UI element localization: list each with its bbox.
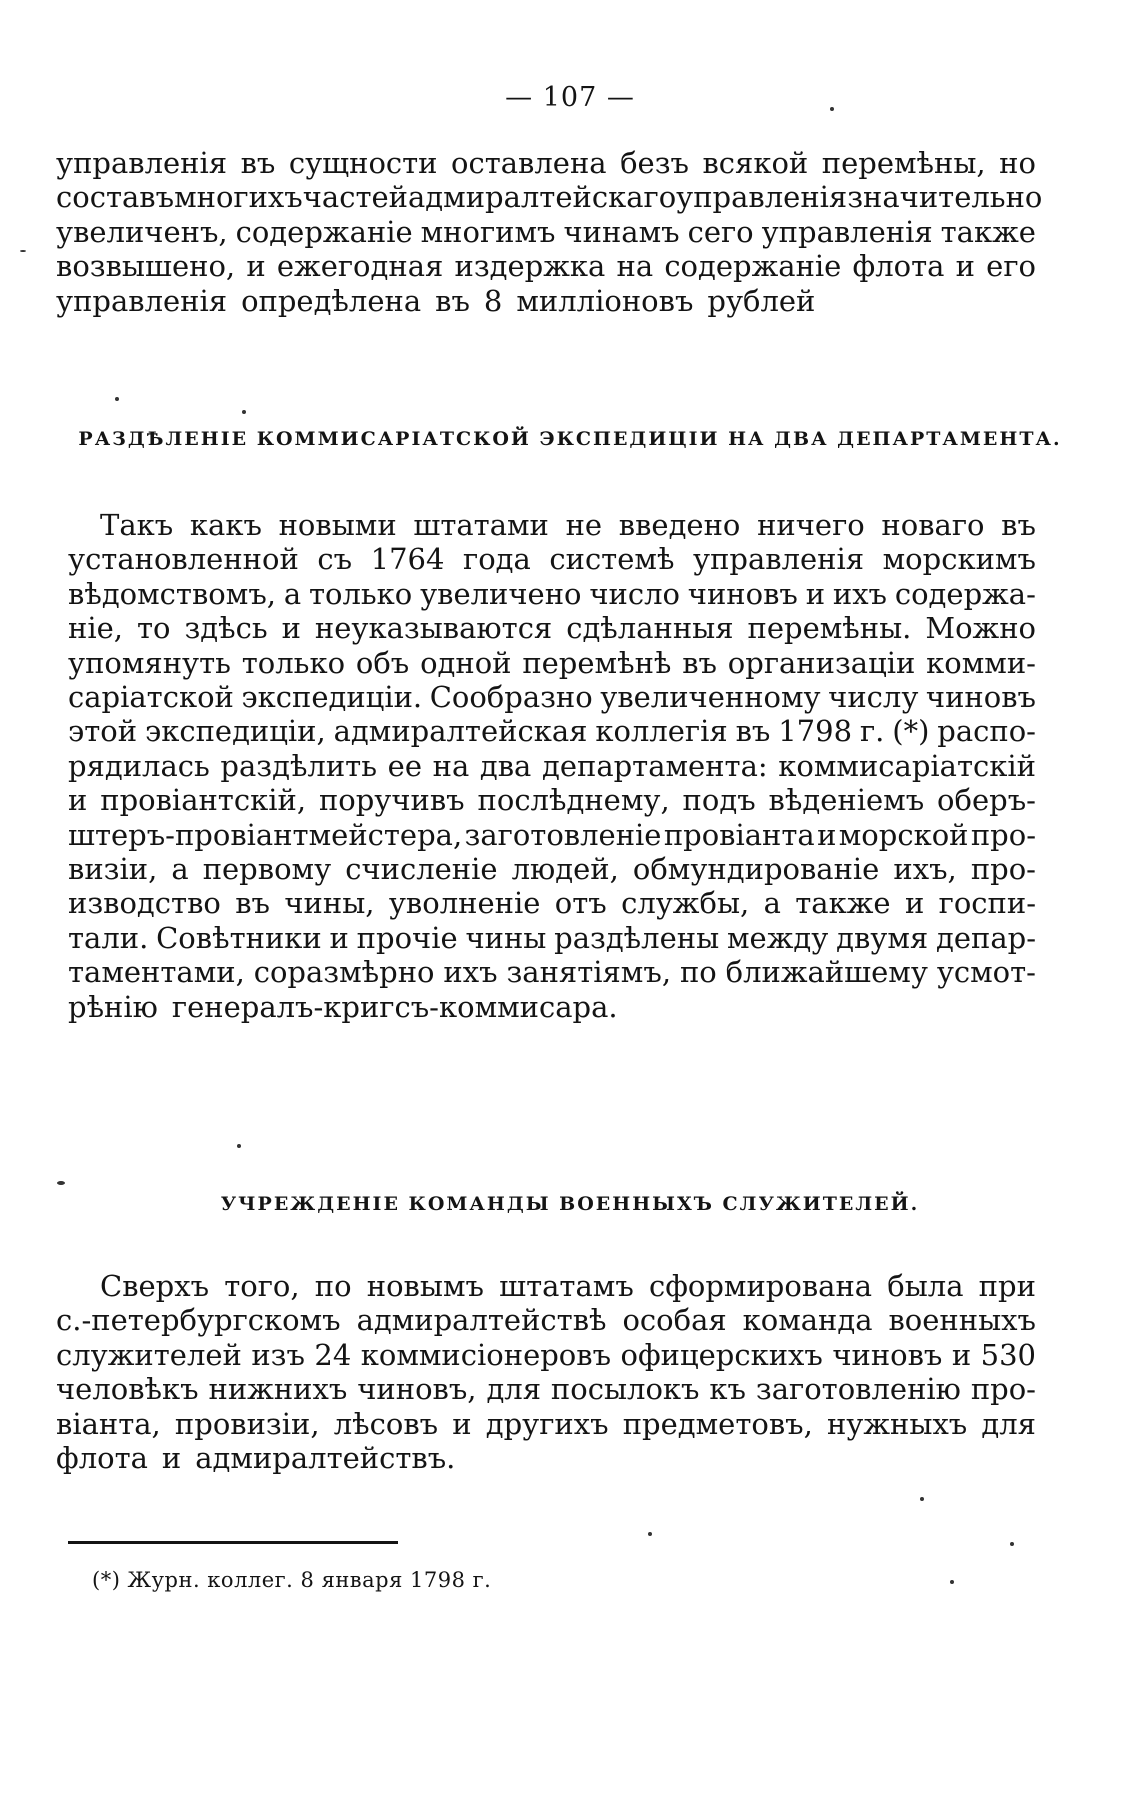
- scan-speck: [115, 397, 119, 401]
- text-line: изводство въ чины, уволненіе отъ службы, а также и госпи-: [68, 886, 1036, 920]
- text-line: таментами, соразмѣрно ихъ занятіямъ, по ближайшему усмот-: [68, 955, 1036, 989]
- text-line: управленія въ сущности оставлена безъ всякой перемѣны, но: [56, 146, 1036, 180]
- scan-speck: [950, 1580, 954, 1584]
- page-number: — 107 —: [505, 82, 635, 113]
- scan-speck: [237, 1144, 241, 1148]
- scan-speck: [920, 1497, 924, 1501]
- text-line: рядилась раздѣлить ее на два департамента: коммисаріатскій: [68, 749, 1036, 783]
- footnote-divider: [68, 1541, 398, 1544]
- text-line: віанта, провизіи, лѣсовъ и другихъ предметовъ, нужныхъ для: [56, 1407, 1036, 1441]
- text-line: тали. Совѣтники и прочіе чины раздѣлены между двумя депар-: [68, 921, 1036, 955]
- scan-speck: [57, 1181, 65, 1185]
- text-line: ніе, то здѣсь и неуказываются сдѣланныя перемѣны. Можно: [68, 611, 1036, 645]
- footnote: (*) Журн. коллег. 8 января 1798 г.: [92, 1568, 492, 1592]
- text-line: увеличенъ, содержаніе многимъ чинамъ сего управленія также: [56, 215, 1036, 249]
- text-line: возвышено, и ежегодная издержка на содержаніе флота и его: [56, 249, 1036, 283]
- text-line: рѣнію генералъ-кригсъ-коммисара.: [68, 990, 618, 1024]
- section-heading-military-servants: УЧРЕЖДЕНІЕ КОМАНДЫ ВОЕННЫХЪ СЛУЖИТЕЛЕЙ.: [220, 1193, 920, 1215]
- text-line: установленной съ 1764 года системѣ управленія морскимъ: [68, 542, 1036, 576]
- text-line: штеръ-провіантмейстера, заготовленіе провіанта и морской про-: [68, 818, 1036, 852]
- text-line: с.-петербургскомъ адмиралтействѣ особая команда военныхъ: [56, 1303, 1036, 1337]
- text-line: Сверхъ того, по новымъ штатамъ сформирована была при: [100, 1269, 1036, 1303]
- text-line: и провіантскій, поручивъ послѣднему, подъ вѣденіемъ оберъ-: [68, 783, 1036, 817]
- text-line: составъ многихъ частей адмиралтейскаго управленія значительно: [56, 180, 1043, 214]
- text-line: упомянуть только объ одной перемѣнѣ въ организаціи комми-: [68, 646, 1036, 680]
- text-line: Такъ какъ новыми штатами не введено ничего новаго въ: [100, 508, 1036, 542]
- text-line: управленія опредѣлена въ 8 милліоновъ рублей: [56, 284, 816, 318]
- text-line: визіи, а первому счисленіе людей, обмундированіе ихъ, про-: [68, 852, 1036, 886]
- text-line: служителей изъ 24 коммисіонеровъ офицерскихъ чиновъ и 530: [56, 1338, 1036, 1372]
- scan-speck: [648, 1532, 652, 1536]
- text-line: флота и адмиралтействъ.: [56, 1441, 456, 1475]
- text-line: саріатской экспедиціи. Сообразно увеличенному числу чиновъ: [68, 680, 1036, 714]
- scan-speck: [20, 250, 26, 252]
- text-line: этой экспедиціи, адмиралтейская коллегія въ 1798 г. (*) распо-: [68, 714, 1036, 748]
- text-line: вѣдомствомъ, а только увеличено число чиновъ и ихъ содержа-: [68, 577, 1036, 611]
- scan-speck: [830, 107, 834, 111]
- text-line: человѣкъ нижнихъ чиновъ, для посылокъ къ заготовленію про-: [56, 1372, 1036, 1406]
- scan-speck: [1010, 1542, 1014, 1546]
- scan-speck: [242, 410, 246, 414]
- section-heading-commissariat: РАЗДѢЛЕНІЕ КОММИСАРІАТСКОЙ ЭКСПЕДИЦІИ НА ДВА ДЕПАРТАМЕНТА.: [78, 428, 1062, 450]
